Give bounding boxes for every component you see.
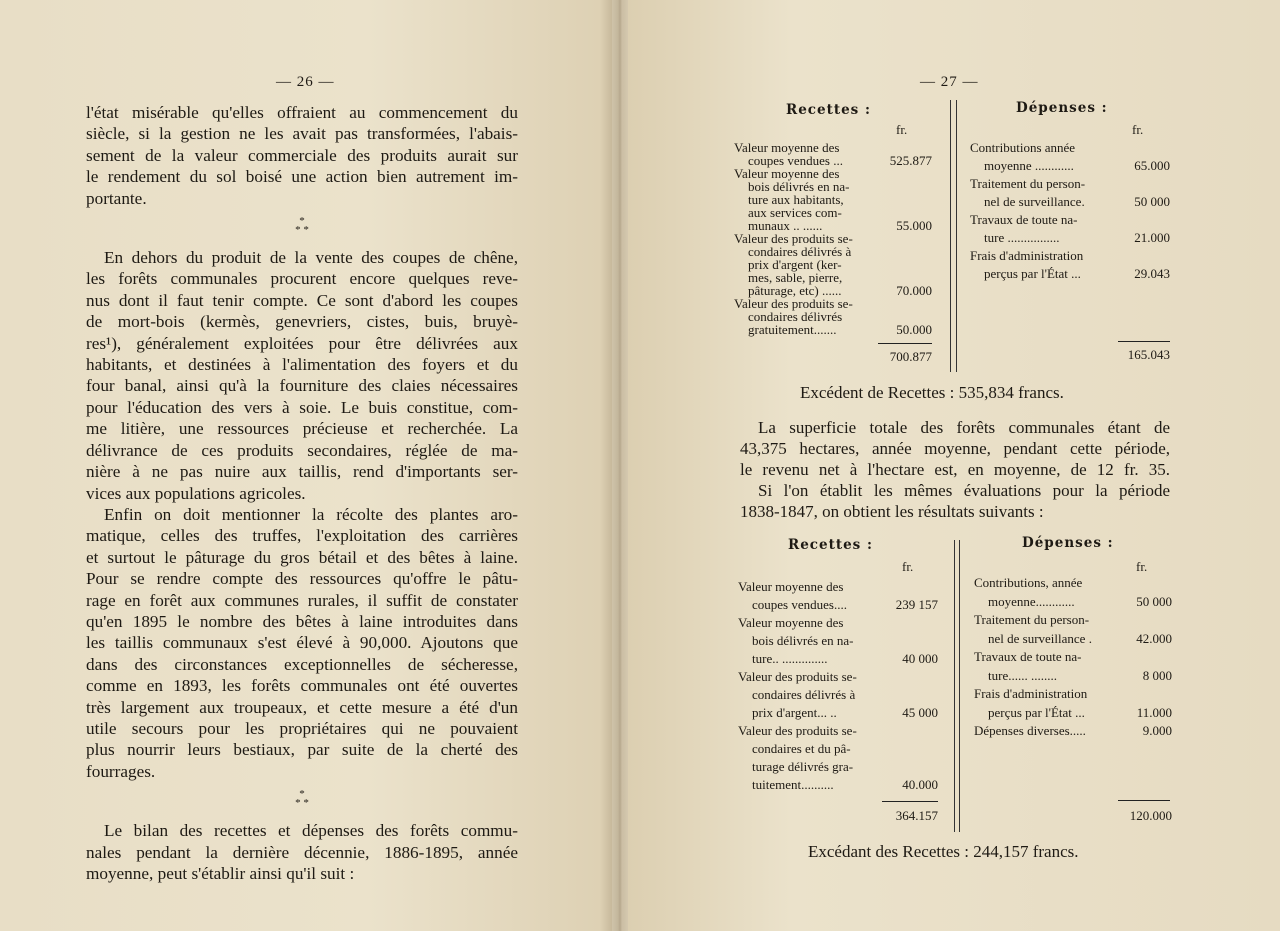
- row-label-line: Frais d'administration: [974, 686, 1088, 701]
- text-line: four banal, ainsi qu'à la fourniture des claies nécessaires: [86, 376, 518, 396]
- text-line: me litière, une ressources précieuse et recherchée. La: [86, 419, 518, 439]
- text-line: moyenne, peut s'établir ainsi qu'il suit :: [86, 864, 355, 883]
- text-line: rage en forêt aux communes rurales, il suffit de constater: [86, 590, 518, 610]
- row-label-line: bois délivrés en na-: [752, 633, 854, 648]
- unit-label: fr.: [1132, 122, 1144, 137]
- row-amount: 525.877: [889, 153, 932, 168]
- row-amount: 40.000: [902, 777, 938, 792]
- text-line: délivrance de ces produits secondaires, réglée de ma-: [86, 440, 518, 460]
- row-label-line: Valeur des produits se-: [734, 231, 853, 246]
- text-line: portante.: [86, 188, 147, 208]
- row-label-line: nel de surveillance .: [988, 630, 1092, 646]
- row-label-line: gratuitement.......: [748, 322, 837, 337]
- row-label-line: ture...... ........: [988, 667, 1057, 683]
- row-amount: 40 000: [902, 651, 938, 666]
- row-amount: 29.043: [1134, 266, 1170, 281]
- row-label-line: mes, sable, pierre,: [748, 270, 843, 285]
- row-label-line: condaires délivrés: [748, 309, 843, 324]
- row-amount: 11.000: [1136, 704, 1172, 720]
- row-label-line: Frais d'administration: [970, 248, 1084, 263]
- depenses-total: 165.043: [1127, 347, 1170, 362]
- row-label-line: condaires et du pâ-: [752, 741, 851, 756]
- left-page-text: [86, 102, 518, 884]
- total-rule: [1118, 800, 1170, 801]
- row-label-line: Valeur moyenne des: [734, 166, 840, 181]
- row-label-line: nel de surveillance.: [984, 194, 1085, 209]
- row-label-line: Contributions année: [970, 140, 1076, 155]
- row-label-line: Travaux de toute na-: [970, 212, 1078, 227]
- text-line: nière à ne pas nuire aux taillis, rend d'importants ser-: [86, 462, 518, 482]
- text-line: et surtout le pâturage du gros bétail et des bêtes à laine.: [86, 547, 518, 567]
- depenses-header: Dépenses :: [1016, 100, 1108, 116]
- text-line: pour l'éducation des vers à soie. Le buis constitue, com-: [86, 397, 518, 417]
- row-amount: 50.000: [896, 322, 932, 337]
- row-label-line: Valeur des produits se-: [738, 723, 857, 738]
- row-label-line: condaires délivrés à: [748, 244, 852, 259]
- row-label-line: ture.. ..............: [752, 651, 828, 666]
- unit-label: fr.: [896, 122, 908, 137]
- row-amount: 55.000: [896, 218, 932, 233]
- text-line: le rendement du sol boisé une action bien autrement im-: [86, 167, 518, 187]
- paragraph-3: [86, 504, 518, 782]
- recettes-header: Recettes :: [788, 537, 873, 553]
- row-amount: 45 000: [902, 705, 938, 720]
- left-page: [0, 0, 612, 931]
- row-label-line: ture ................: [984, 230, 1060, 245]
- text-line: 1838-1847, on obtient les résultats suivants :: [740, 502, 1044, 521]
- text-line: Le bilan des recettes et dépenses des forêts commu-: [104, 821, 518, 841]
- text-line: 43,375 hectares, année moyenne, pendant cette période,: [740, 439, 1170, 458]
- row-label-line: munaux .. ......: [748, 218, 823, 233]
- unit-label: fr.: [902, 559, 914, 574]
- recettes-total: 364.157: [895, 808, 938, 823]
- row-amount: 50 000: [1136, 593, 1172, 609]
- row-amount: 65.000: [1134, 158, 1170, 173]
- text-line: matique, celles des truffes, l'exploitation des carrières: [86, 526, 518, 546]
- row-label-line: aux services com-: [748, 205, 842, 220]
- text-line: En dehors du produit de la vente des coupes de chêne,: [104, 248, 518, 268]
- row-label-line: condaires délivrés à: [752, 687, 856, 702]
- paragraph-4: [86, 820, 518, 884]
- paragraph-1: [86, 102, 518, 209]
- text-line: Pour se rendre compte des ressources qu'offre le pâtu-: [86, 569, 518, 589]
- row-label-line: tuitement..........: [752, 777, 834, 792]
- row-amount: 21.000: [1134, 230, 1170, 245]
- text-line: de mort-bois (kermès, genevriers, cistes, buis, bruyè-: [86, 312, 518, 332]
- row-label-line: pâturage, etc) ......: [748, 283, 842, 298]
- row-amount: 9.000: [1142, 723, 1172, 738]
- row-amount: 50 000: [1134, 194, 1170, 209]
- column-divider: [954, 540, 955, 832]
- section-separator: * * *: [295, 788, 309, 810]
- row-label-line: perçus par l'État ...: [984, 266, 1081, 281]
- text-line: plus nourrir leurs bestiaux, par suite de la cherté des: [86, 740, 518, 760]
- text-line: habitants, et destinées à l'alimentation des foyers et du: [86, 355, 518, 375]
- text-line: qu'en 1895 le nombre des bêtes à laine introduites dans: [86, 611, 518, 631]
- row-label-line: Travaux de toute na-: [974, 649, 1082, 664]
- text-line: Enfin on doit mentionner la récolte des plantes aro-: [104, 504, 518, 524]
- row-label-line: turage délivrés gra-: [752, 759, 854, 774]
- text-line: comme en 1893, les forêts communales ont été ouvertes: [86, 676, 518, 696]
- text-line: Si l'on établit les mêmes évaluations pour la période: [758, 481, 1170, 500]
- text-line: La superficie totale des forêts communales étant de: [758, 418, 1170, 437]
- text-line: très largement aux troupeaux, et cette mesure a été d'un: [86, 697, 518, 717]
- row-label-line: bois délivrés en na-: [748, 179, 850, 194]
- row-label-line: coupes vendues ...: [748, 153, 843, 168]
- text-line: sement de la valeur commerciale des produits aurait sur: [86, 145, 518, 165]
- row-label-line: Contributions, année: [974, 575, 1083, 590]
- row-label-line: Valeur moyenne des: [738, 615, 844, 630]
- row-label-line: moyenne............: [988, 593, 1075, 609]
- row-label-line: Valeur moyenne des: [738, 579, 844, 594]
- text-line: vices aux populations agricoles.: [86, 483, 306, 503]
- total-rule: [882, 801, 938, 802]
- recettes-header: Recettes :: [786, 102, 871, 118]
- row-label-line: perçus par l'État ...: [988, 704, 1085, 720]
- paragraph-2: [86, 247, 518, 504]
- text-line: fourrages.: [86, 761, 156, 781]
- unit-label: fr.: [1136, 559, 1148, 574]
- excedent-2: Excédant des Recettes : 244,157 francs.: [808, 842, 1079, 861]
- right-page: [628, 0, 1280, 931]
- text-line: utile secours pour les propriétaires qui ne pouvaient: [86, 718, 518, 738]
- text-line: nus dont il faut tenir compte. Ce sont d'abord les coupes: [86, 290, 518, 310]
- row-amount: 8 000: [1142, 667, 1172, 683]
- row-label-line: ture aux habitants,: [748, 192, 844, 207]
- text-line: res¹), généralement exploitées pour être délivrées aux: [86, 333, 518, 353]
- row-amount: 70.000: [896, 283, 932, 298]
- row-label-line: Valeur des produits se-: [738, 669, 857, 684]
- text-line: les taillis communaux s'est élevé à 90,000. Ajoutons que: [86, 633, 518, 653]
- budget-table-1838-1847: [628, 0, 1280, 931]
- depenses-total: 120.000: [1129, 808, 1172, 823]
- excedent-1: Excédent de Recettes : 535,834 francs.: [800, 383, 1064, 402]
- row-label-line: Dépenses diverses.....: [974, 723, 1086, 738]
- page-number-left: — 26 —: [276, 74, 335, 90]
- row-label-line: prix d'argent... ..: [752, 705, 837, 720]
- row-label-line: moyenne ............: [984, 158, 1074, 173]
- section-separator: * * *: [295, 215, 309, 237]
- row-label-line: Valeur des produits se-: [734, 296, 853, 311]
- row-amount: 42.000: [1136, 630, 1172, 646]
- text-line: siècle, si la gestion ne les avait pas transformées, l'abais-: [86, 124, 518, 144]
- column-divider: [959, 540, 960, 832]
- text-line: l'état misérable qu'elles offraient au commencement du: [86, 103, 518, 122]
- text-line: dans des circonstances exceptionnelles de sécheresse,: [86, 654, 518, 674]
- depenses-header: Dépenses :: [1022, 535, 1114, 551]
- row-label-line: Traitement du person-: [974, 612, 1090, 627]
- row-label-line: coupes vendues....: [752, 597, 847, 612]
- text-line: nales pendant la dernière décennie, 1886-1895, année: [86, 842, 518, 862]
- row-label-line: Valeur moyenne des: [734, 140, 840, 155]
- recettes-total: 700.877: [889, 349, 932, 364]
- row-amount: 239 157: [895, 597, 938, 612]
- row-label-line: Traitement du person-: [970, 176, 1086, 191]
- page-number-right: — 27 —: [920, 74, 979, 90]
- row-label-line: prix d'argent (ker-: [748, 257, 842, 272]
- text-line: le revenu net à l'hectare est, en moyenne, de 12 fr. 35.: [740, 460, 1170, 479]
- text-line: les forêts communales procurent encore quelques reve-: [86, 269, 518, 289]
